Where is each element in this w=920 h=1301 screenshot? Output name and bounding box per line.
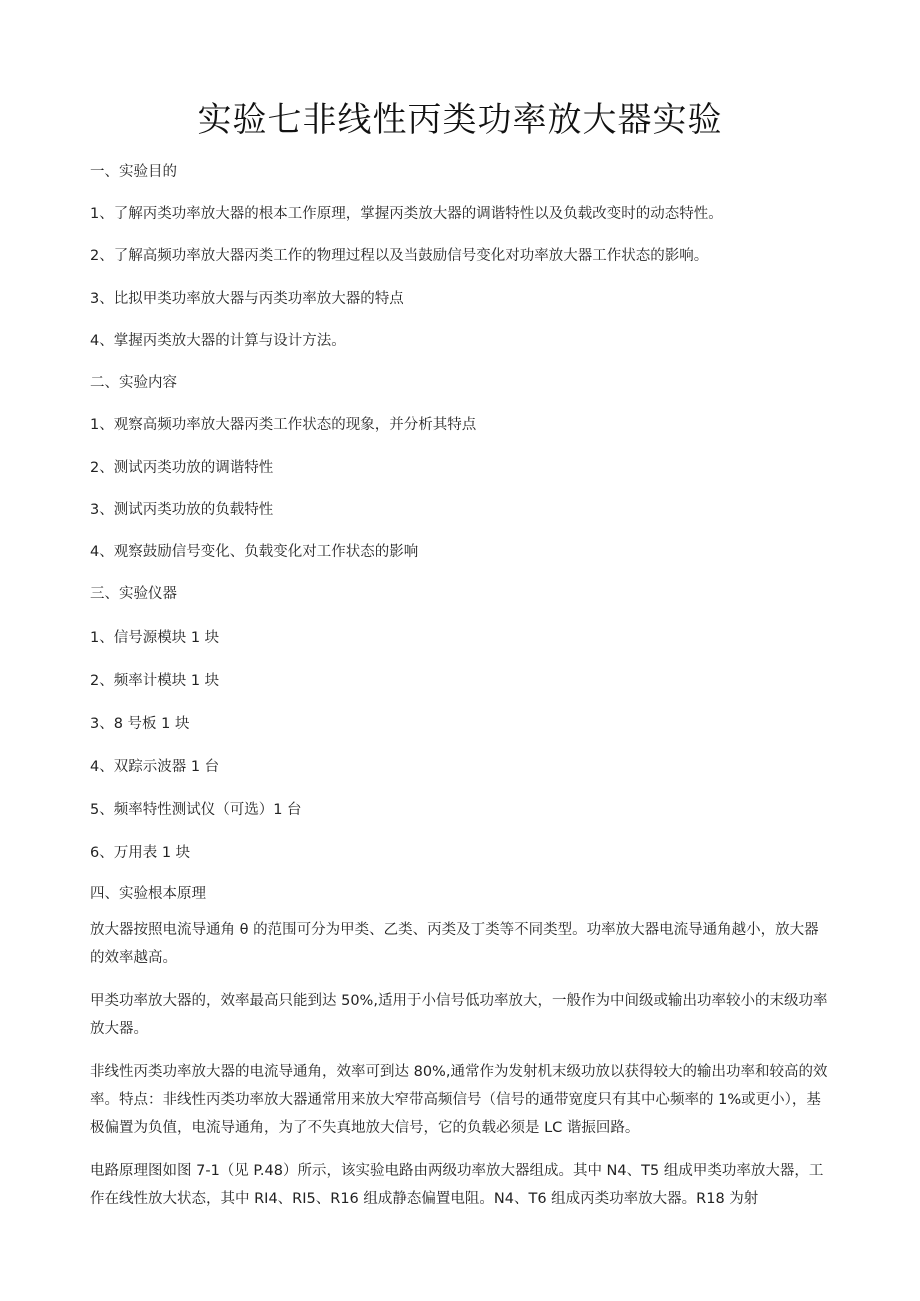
- paragraph: 放大器按照电流导通角 θ 的范围可分为甲类、乙类、丙类及丁类等不同类型。功率放大器电流导通角越小，放大器的效率越高。: [90, 922, 819, 966]
- list-item: 1、观察高频功率放大器丙类工作状态的现象，并分析其特点: [90, 417, 477, 433]
- list-item: 2、了解高频功率放大器丙类工作的物理过程以及当鼓励信号变化对功率放大器工作状态的影响。: [90, 248, 709, 264]
- list-item: 4、双踪示波器 1 台: [90, 759, 220, 775]
- paragraph: 非线性丙类功率放大器的电流导通角，效率可到达 80%,通常作为发射机末级功放以获得较大的输出功率和较高的效率。特点：非线性丙类功率放大器通常用来放大窄带高频信号（信号的通带宽度只有其中心频率的 1%或更小），基极偏置为负值，电流导通角，为了不失真地放大信号，它的负载必须是 LC 谐振回路。: [90, 1064, 828, 1136]
- list-item: 6、万用表 1 块: [90, 845, 191, 861]
- section-heading-purpose: 一、实验目的: [90, 164, 177, 180]
- list-item: 3、测试丙类功放的负载特性: [90, 502, 274, 518]
- list-item: 1、信号源模块 1 块: [90, 630, 220, 646]
- list-item: 1、了解丙类功率放大器的根本工作原理，掌握丙类放大器的调谐特性以及负载改变时的动态特性。: [90, 206, 723, 222]
- list-item: 3、比拟甲类功率放大器与丙类功率放大器的特点: [90, 291, 404, 307]
- section-heading-instruments: 三、实验仪器: [90, 586, 177, 602]
- paragraph: 甲类功率放大器的，效率最高只能到达 50%,适用于小信号低功率放大，一般作为中间级或输出功率较小的末级功率放大器。: [90, 993, 828, 1037]
- list-item: 4、观察鼓励信号变化、负载变化对工作状态的影响: [90, 544, 419, 560]
- list-item: 5、频率特性测试仪（可选）1 台: [90, 802, 302, 818]
- section-heading-principle: 四、实验根本原理: [90, 886, 206, 902]
- page-title: 实验七非线性丙类功率放大器实验: [197, 100, 723, 140]
- list-item: 3、8 号板 1 块: [90, 716, 190, 732]
- paragraph: 电路原理图如图 7-1（见 P.48）所示，该实验电路由两级功率放大器组成。其中 N4、T5 组成甲类功率放大器，工作在线性放大状态，其中 RI4、RI5、R16 组成静态偏置电阻。N4、T6 组成丙类功率放大器。R18 为射: [90, 1163, 824, 1207]
- list-item: 2、频率计模块 1 块: [90, 673, 220, 689]
- list-item: 2、测试丙类功放的调谐特性: [90, 460, 274, 476]
- section-heading-content: 二、实验内容: [90, 375, 177, 391]
- list-item: 4、掌握丙类放大器的计算与设计方法。: [90, 333, 346, 349]
